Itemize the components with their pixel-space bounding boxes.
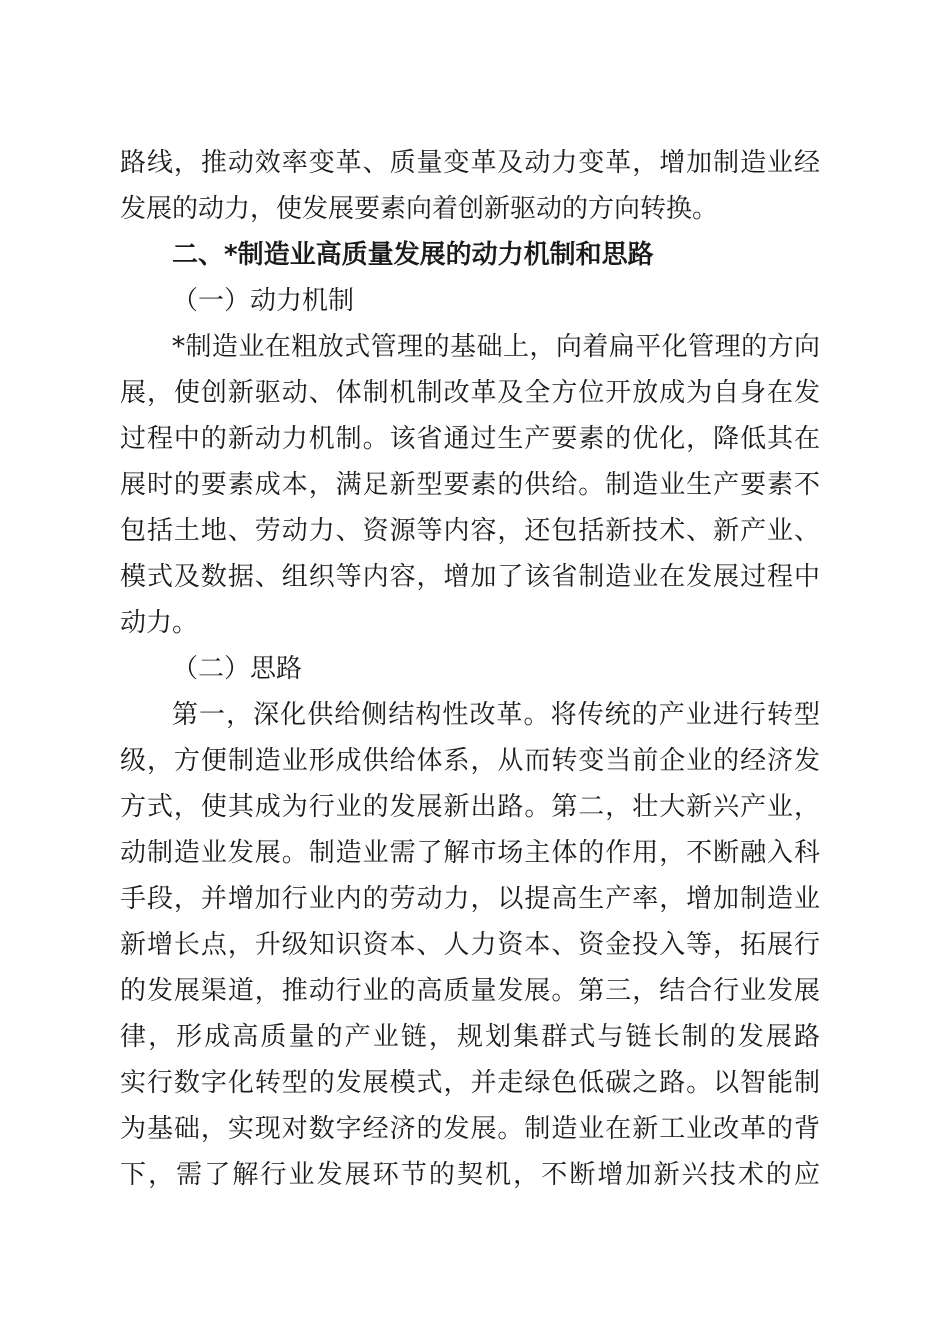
body-text-line: 方式，使其成为行业的发展新出路。第二，壮大新兴产业， xyxy=(120,792,820,822)
body-text-line: 下，需了解行业发展环节的契机，不断增加新兴技术的应 xyxy=(120,1160,820,1190)
body-text-line: 实行数字化转型的发展模式，并走绿色低碳之路。以智能制 xyxy=(120,1068,820,1098)
subsection-heading: （二）思路 xyxy=(172,654,303,684)
body-text-line: 展时的要素成本，满足新型要素的供给。制造业生产要素不 xyxy=(120,470,820,500)
paragraph-first-line: *制造业在粗放式管理的基础上，向着扁平化管理的方向 xyxy=(172,332,820,362)
subsection-heading: （一）动力机制 xyxy=(172,286,355,316)
body-text-line: 路线，推动效率变革、质量变革及动力变革，增加制造业经 xyxy=(120,148,820,178)
section-heading: 二、*制造业高质量发展的动力机制和思路 xyxy=(172,240,654,270)
document-page xyxy=(120,140,820,1198)
paragraph-first-line: 第一，深化供给侧结构性改革。将传统的产业进行转型 xyxy=(172,700,820,730)
body-text-line: 手段，并增加行业内的劳动力，以提高生产率，增加制造业 xyxy=(120,884,820,914)
body-text-line: 发展的动力，使发展要素向着创新驱动的方向转换。 xyxy=(120,194,719,224)
body-text-line: 律，形成高质量的产业链，规划集群式与链长制的发展路 xyxy=(120,1022,820,1052)
body-text-line: 的发展渠道，推动行业的高质量发展。第三，结合行业发展 xyxy=(120,976,820,1006)
body-text-line: 模式及数据、组织等内容，增加了该省制造业在发展过程中 xyxy=(120,562,820,592)
body-text-line: 展，使创新驱动、体制机制改革及全方位开放成为自身在发 xyxy=(120,378,820,408)
body-text-line: 新增长点，升级知识资本、人力资本、资金投入等，拓展行 xyxy=(120,930,820,960)
body-text-line: 动制造业发展。制造业需了解市场主体的作用，不断融入科 xyxy=(120,838,820,868)
body-text-line: 为基础，实现对数字经济的发展。制造业在新工业改革的背 xyxy=(120,1114,820,1144)
body-text-line: 动力。 xyxy=(120,608,199,638)
body-text-line: 包括土地、劳动力、资源等内容，还包括新技术、新产业、 xyxy=(120,516,820,546)
body-text-line: 过程中的新动力机制。该省通过生产要素的优化，降低其在 xyxy=(120,424,820,454)
body-text-line: 级，方便制造业形成供给体系，从而转变当前企业的经济发 xyxy=(120,746,820,776)
